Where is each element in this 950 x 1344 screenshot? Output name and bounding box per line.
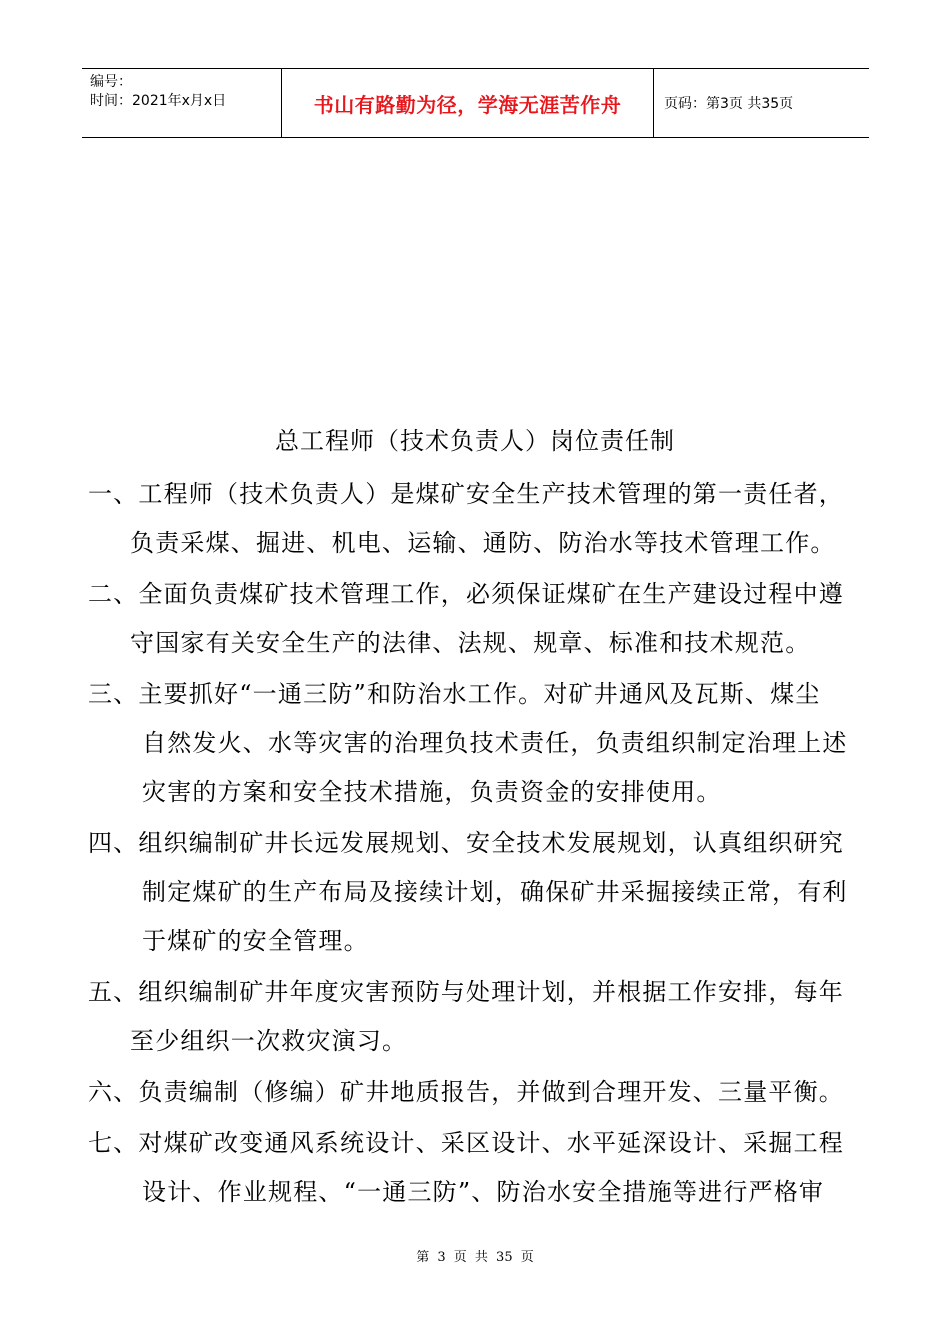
page-footer: 第 3 页 共 35 页 bbox=[416, 1250, 534, 1265]
clause-3 bbox=[88, 670, 863, 817]
clause-line: 自然发火、水等灾害的治理负技术责任，负责组织制定治理上述 bbox=[142, 729, 848, 757]
clause-4 bbox=[88, 819, 863, 966]
clause-line: 六、负责编制（修编）矿井地质报告，并做到合理开发、三量平衡。 bbox=[88, 1078, 844, 1106]
clause-2 bbox=[88, 570, 863, 668]
clause-line: 五、组织编制矿井年度灾害预防与处理计划，并根据工作安排，每年 bbox=[88, 978, 844, 1006]
document-time-label: 时间：2021年x月x日 bbox=[90, 93, 227, 109]
clause-line: 负责采煤、掘进、机电、运输、通防、防治水等技术管理工作。 bbox=[130, 529, 836, 557]
document-number-label: 编号： bbox=[90, 74, 132, 90]
header-motto: 书山有路勤为径，学海无涯苦作舟 bbox=[313, 92, 622, 117]
clause-line: 一、工程师（技术负责人）是煤矿安全生产技术管理的第一责任者， bbox=[88, 480, 844, 508]
clause-line: 设计、作业规程、“一通三防”、防治水安全措施等进行严格审 bbox=[142, 1178, 825, 1206]
clause-line: 七、对煤矿改变通风系统设计、采区设计、水平延深设计、采掘工程 bbox=[88, 1129, 844, 1157]
header-page-info: 页码：第3页 共35页 bbox=[664, 96, 794, 112]
clause-1 bbox=[88, 470, 863, 568]
page-header bbox=[82, 68, 869, 138]
clause-line: 于煤矿的安全管理。 bbox=[142, 927, 369, 955]
clause-line: 四、组织编制矿井长远发展规划、安全技术发展规划，认真组织研究 bbox=[88, 829, 844, 857]
header-motto-cell bbox=[282, 69, 654, 137]
document-title: 总工程师（技术负责人）岗位责任制 bbox=[275, 427, 675, 455]
clause-line: 至少组织一次救灾演习。 bbox=[130, 1027, 408, 1055]
clause-5 bbox=[88, 968, 863, 1066]
clause-6 bbox=[88, 1068, 863, 1117]
document-body bbox=[88, 470, 863, 1219]
clause-line: 二、全面负责煤矿技术管理工作，必须保证煤矿在生产建设过程中遵 bbox=[88, 580, 844, 608]
clause-line: 制定煤矿的生产布局及接续计划，确保矿井采掘接续正常，有利 bbox=[142, 878, 848, 906]
clause-line: 守国家有关安全生产的法律、法规、规章、标准和技术规范。 bbox=[130, 629, 811, 657]
clause-line: 灾害的方案和安全技术措施，负责资金的安排使用。 bbox=[142, 778, 722, 806]
clause-7 bbox=[88, 1119, 863, 1217]
header-meta-cell bbox=[82, 69, 282, 137]
clause-line: 三、主要抓好“一通三防”和防治水工作。对矿井通风及瓦斯、煤尘 bbox=[88, 680, 821, 708]
header-page-cell bbox=[654, 69, 869, 137]
